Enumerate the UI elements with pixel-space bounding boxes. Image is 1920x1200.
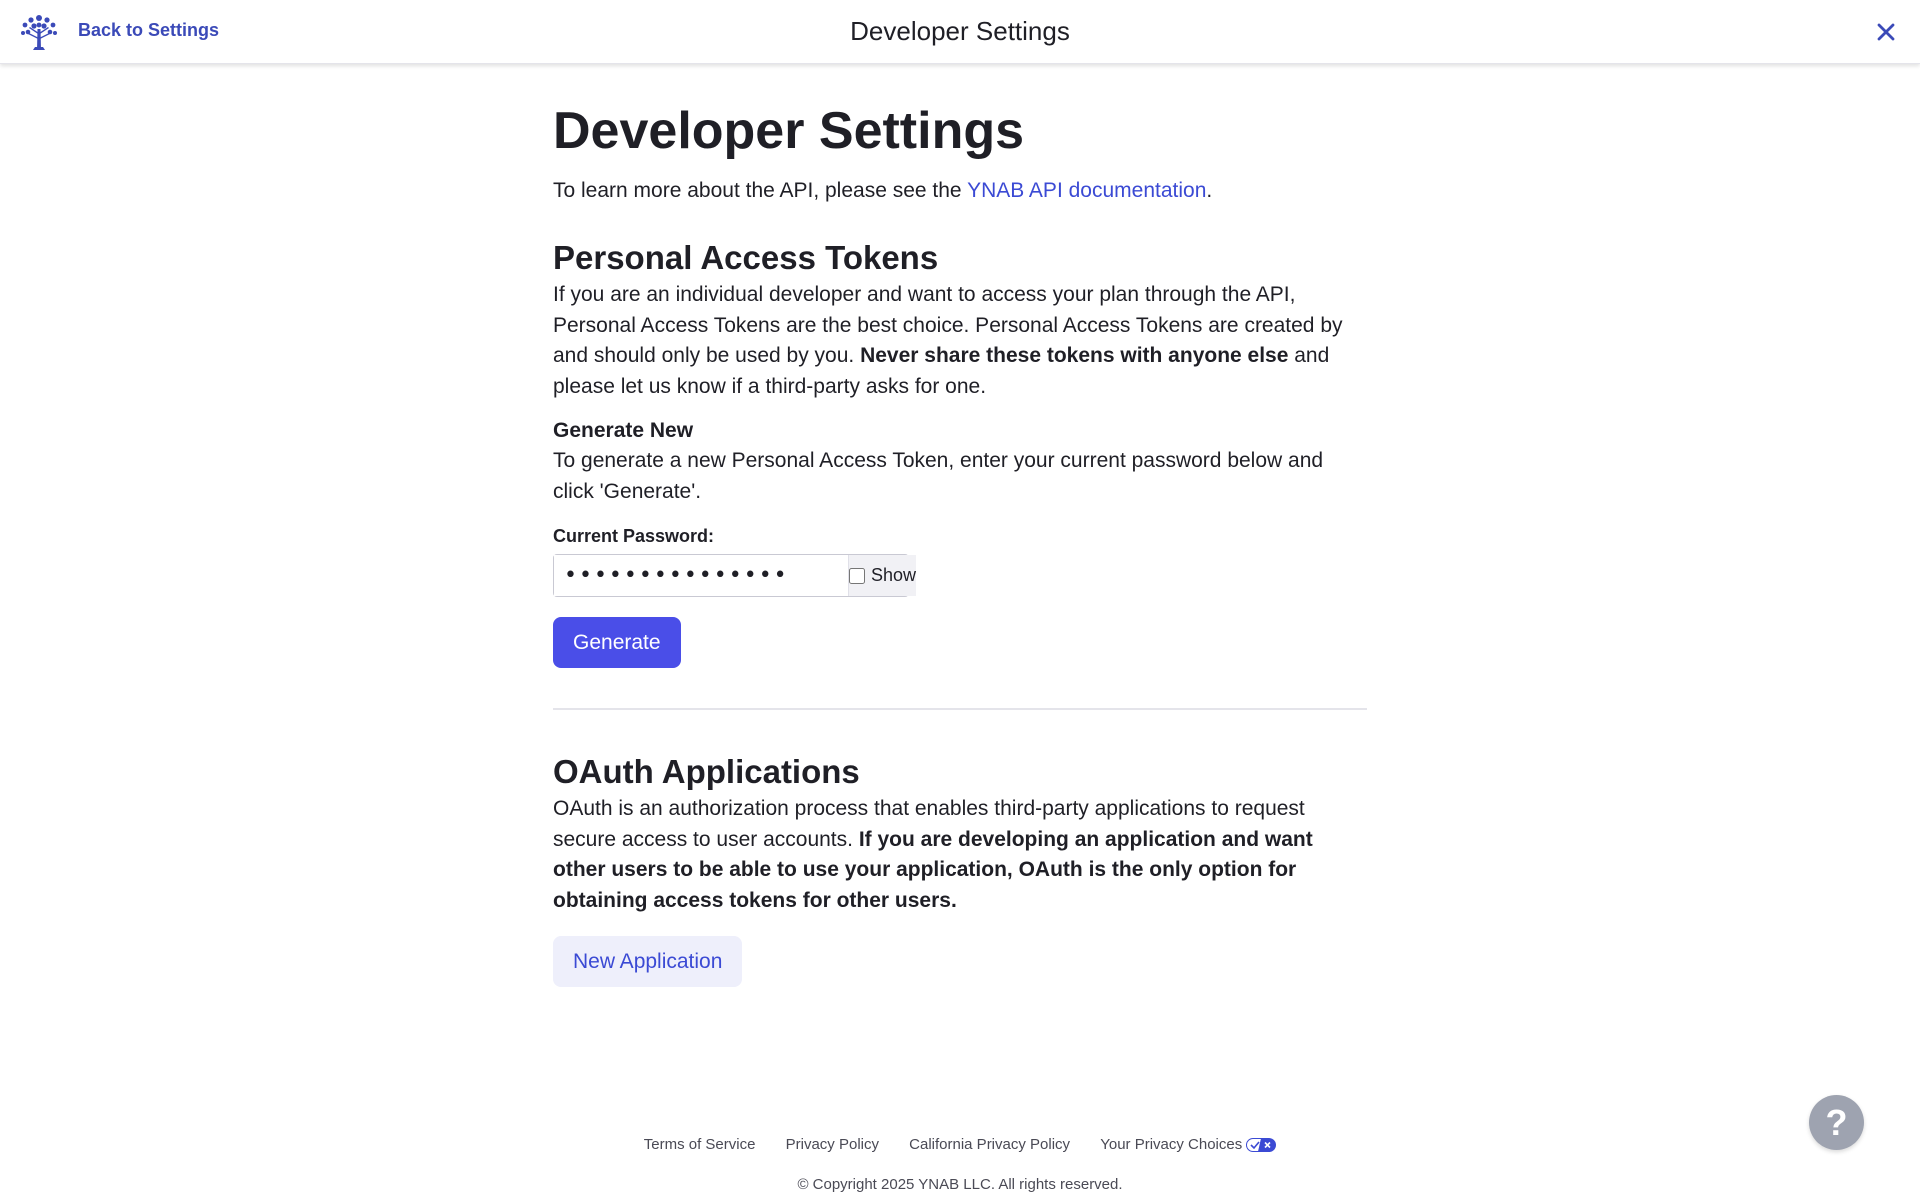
personal-access-tokens-description [553, 280, 1368, 402]
privacy-policy-link[interactable]: Privacy Policy [785, 1136, 879, 1153]
pat-desc-part2: and please let us know if a third-party asks for one. [553, 344, 1330, 398]
oauth-desc-emphasis: If you are developing an application and want other users to be able to use your application, OAuth is the only option for obtaining access tokens for other users. [553, 827, 1313, 912]
close-icon[interactable] [1874, 20, 1898, 44]
show-password-toggle[interactable] [848, 555, 916, 596]
api-documentation-link[interactable]: YNAB API documentation [967, 179, 1207, 202]
top-bar [0, 0, 1920, 64]
generate-new-description: To generate a new Personal Access Token, enter your current password below and click 'Generate'. [553, 449, 1324, 503]
california-privacy-policy-link[interactable]: California Privacy Policy [909, 1136, 1071, 1153]
current-password-label: Current Password: [553, 526, 715, 546]
terms-of-service-link[interactable]: Terms of Service [643, 1136, 756, 1153]
pat-desc-part1: If you are an individual developer and want to access your plan through the API, Personal Access Tokens are the best choice. Personal Access Tokens are created by and should only be used by you. [553, 283, 1343, 367]
generate-button[interactable]: Generate [553, 617, 681, 668]
current-password-input[interactable] [554, 555, 848, 596]
footer-links [0, 1136, 1920, 1153]
new-application-button[interactable]: New Application [553, 936, 742, 987]
section-divider [553, 708, 1367, 710]
your-privacy-choices-link[interactable] [1100, 1136, 1276, 1153]
topbar-title: Developer Settings [850, 16, 1070, 46]
oauth-desc-part1: OAuth is an authorization process that enables third-party applications to request secure access to user accounts. [553, 797, 1305, 851]
oauth-applications-heading: OAuth Applications [553, 753, 860, 790]
copyright-text: © Copyright 2025 YNAB LLC. All rights reserved. [797, 1176, 1123, 1193]
show-password-label: Show [871, 565, 917, 585]
back-to-settings-link[interactable]: Back to Settings [78, 20, 220, 40]
oauth-description [553, 794, 1368, 916]
page-title: Developer Settings [553, 102, 1025, 160]
main-content [553, 96, 1368, 987]
pat-desc-warning: Never share these tokens with anyone else [860, 344, 1289, 367]
privacy-choices-icon [1246, 1138, 1276, 1152]
generate-new-title: Generate New [553, 419, 694, 442]
your-privacy-choices-label: Your Privacy Choices [1100, 1136, 1243, 1153]
help-icon[interactable]: ? [1809, 1095, 1864, 1150]
intro-text [553, 176, 1368, 206]
intro-prefix: To learn more about the API, please see the [553, 179, 968, 202]
show-password-checkbox[interactable] [849, 568, 865, 584]
personal-access-tokens-heading: Personal Access Tokens [553, 239, 939, 276]
intro-suffix: . [1206, 179, 1213, 202]
password-field-group [553, 554, 917, 597]
